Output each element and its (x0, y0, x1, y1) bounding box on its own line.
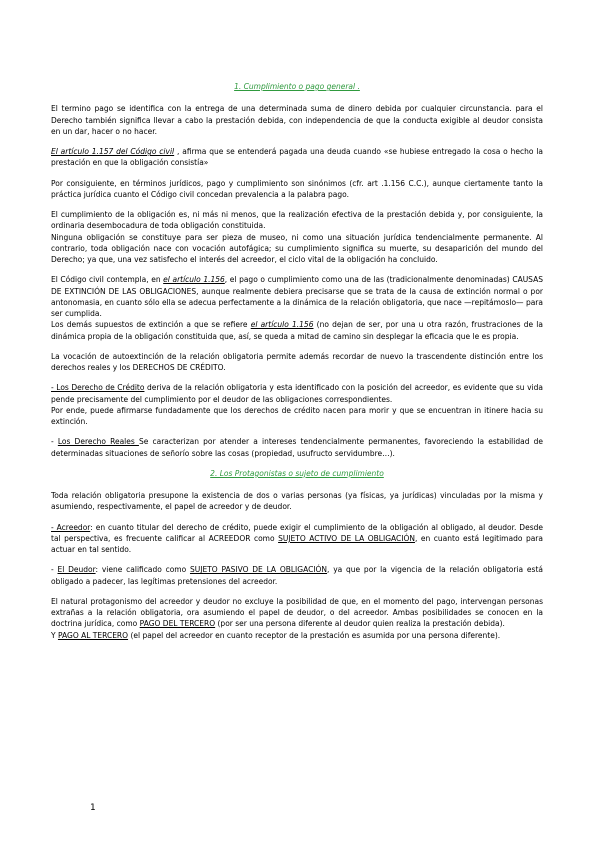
sujeto-activo-term: SUJETO ACTIVO DE LA OBLIGACIÓN (278, 533, 415, 543)
paragraph-deudor: - El Deudor: viene calificado como SUJETO PASIVO DE LA OBLIGACIÓN, ya que por la vigencia de la relación obligatoria está obligado a padecer, las legítimas pretensiones del acreedor. (51, 565, 543, 586)
paragraph-pago-al-tercero: Y PAGO AL TERCERO (el papel del acreedor en cuanto receptor de la prestación es asumida por una persona diferente). (51, 630, 501, 640)
page-number: 1 (90, 803, 96, 813)
paragraph-derecho-credito: - Los Derecho de Crédito deriva de la relación obligatoria y esta identificado con la posición del acreedor, es evidente que su vida pende precisamente del cumplimiento por el deudor de las obligaciones correspondientes. (51, 383, 544, 404)
sujeto-pasivo-term: SUJETO PASIVO DE LA OBLIGACIÓN (189, 565, 328, 575)
paragraph-autoextincion: La vocación de autoextinción de la relación obligatoria permite además recordar de nuevo la trascendente distinción entre los derechos reales y los DERECHOS DE CRÉDITO. (51, 351, 543, 372)
paragraph-cumplimiento-b: Ninguna obligación se constituye para ser pieza de museo, ni como una situación jurídica tendencialmente permanente. Al contrario, toda obligación nace con vocación autofágica; su cumplimiento significa su muerte, su desaparición del mundo del Derecho; ya que, una vez satisfecho el interés del acreedor, el ciclo vital de la obligación ha concluido. (51, 232, 543, 264)
paragraph-relacion-obligatoria: Toda relación obligatoria presupone la existencia de dos o varias personas (ya físicas, ya jurídicas) vinculadas por la misma y asumiendo, respectivamente, el papel de acreedor y de deudor. (51, 491, 543, 512)
paragraph-sinonimos: Por consiguiente, en términos jurídicos, pago y cumplimiento son sinónimos (cfr. art .1.156 C.C.), aunque ciertamente tanto la práctica jurídica cuanto el Código civil concedan prevalencia a la palabra pago. (51, 178, 543, 199)
article-1157-text: , afirma que se entenderá pagada una deuda cuando «se hubiese entregado la cosa o hecho la prestación en que la obligación consistía» (51, 147, 543, 168)
paragraph-article-1157 (51, 146, 543, 169)
paragraph-pago-definition: El termino pago se identifica con la entrega de una determinada suma de dinero debida por cualquier circunstancia. para el Derecho también significa llevar a cabo la prestación debida, con independencia de que la conducta exigible al deudor consista en un dar, hacer o no hacer. (51, 104, 543, 136)
paragraph-demas-supuestos: Los demás supuestos de extinción a que se refiere el artículo 1.156 (no dejan de ser, por una u otra razón, frustraciones de la dinámica propia de la obligación constituida que, así, se queda a mitad de camino sin desplegar la eficacia que le es propia. (51, 320, 543, 341)
deudor-term: El Deudor (57, 565, 96, 575)
paragraph-protagonismo: El natural protagonismo del acreedor y deudor no excluye la posibilidad de que, en el momento del pago, intervengan personas extrañas a la relación obligatoria, ora asumiendo el papel de deudor, o del acreedor. Ambas posibilidades se conocen en la doctrina jurídica, como PAGO DEL TERCERO (por ser una persona diferente al deudor quien realiza la prestación debida). (51, 596, 543, 629)
article-1156-reference: el artículo 1.156 (163, 275, 225, 285)
article-1156-reference-2: el artículo 1.156 (250, 320, 314, 330)
section-heading-2: 2. Los Protagonistas o sujeto de cumplimiento (210, 468, 384, 478)
pago-del-tercero-term: PAGO DEL TERCERO (139, 619, 216, 629)
article-1157-reference: El artículo 1.157 del Código civil (51, 147, 175, 156)
paragraph-article-1156: El Código civil contempla, en el artículo 1.156, el pago o cumplimiento como una de las (tradicionalmente denominadas) CAUSAS DE EXTINCIÓN DE LAS OBLIGACIONES, aunque realmente debiera precisarse que se trata de la causa de extinción normal o por antonomasia, en cuanto sólo ella se adecua perfectamente a la dinámica de la relación obligatoria, que nace —repitámoslo— para ser cumplida. (51, 275, 543, 318)
derecho-credito-term: - Los Derecho de Crédito (51, 383, 145, 393)
section-heading-1: 1. Cumplimiento o pago general . (234, 82, 360, 91)
derecho-reales-term: Los Derecho Reales (57, 437, 139, 447)
paragraph-derecho-credito-b: Por ende, puede afirmarse fundadamente que los derechos de crédito nacen para morir y que se encuentran in itinere hacia su extinción. (51, 405, 543, 426)
acreedor-term: - Acreedor (51, 522, 91, 532)
pago-al-tercero-term: PAGO AL TERCERO (57, 630, 129, 640)
paragraph-derecho-reales: - Los Derecho Reales Se caracterizan por atender a intereses tendencialmente permanentes, favoreciendo la estabilidad de determinadas situaciones de señorío sobre las cosas (propiedad, usufructo servidumbre…). (51, 437, 543, 458)
paragraph-acreedor: - Acreedor: en cuanto titular del derecho de crédito, puede exigir el cumplimiento de la obligación al obligado, al deudor. Desde tal perspectiva, es frecuente calificar al ACREEDOR como SUJETO ACTIVO DE LA OBLIGACIÓN, en cuanto está legitimado para actuar en tal sentido. (51, 522, 543, 554)
document-body (51, 81, 543, 650)
paragraph-cumplimiento-a: El cumplimiento de la obligación es, ni más ni menos, que la realización efectiva de la prestación debida y, por consiguiente, la ordinaria desembocadura de toda obligación constituida. (51, 210, 543, 231)
